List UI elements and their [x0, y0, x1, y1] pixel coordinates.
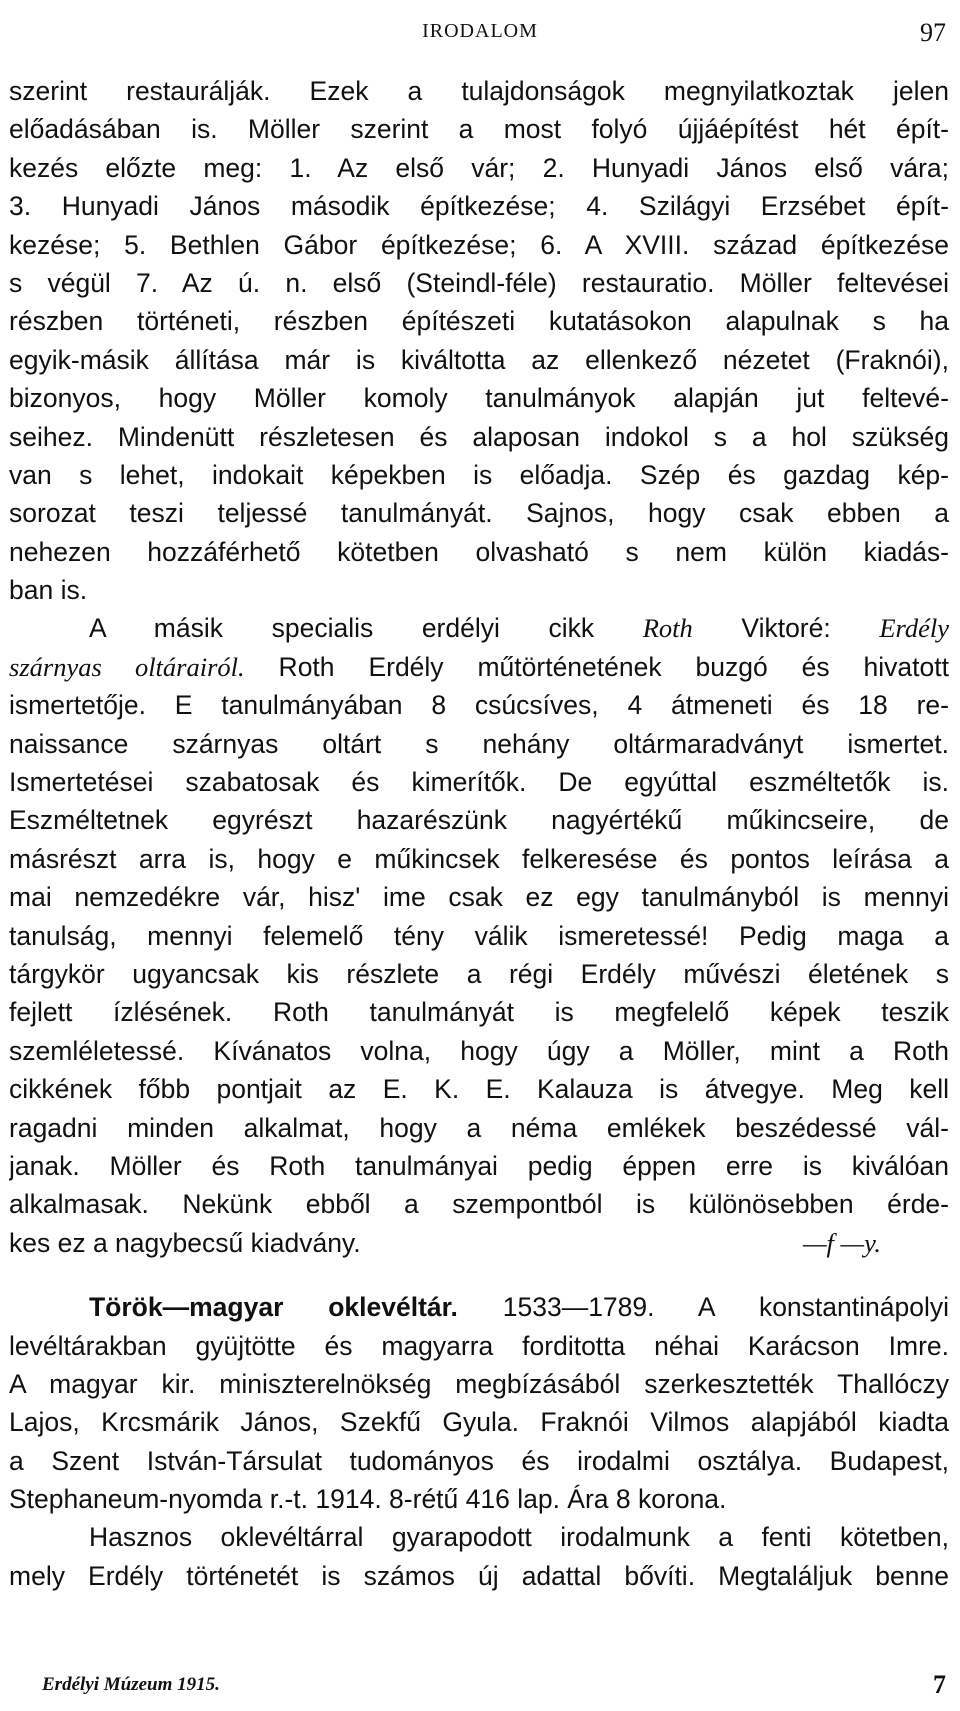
sheet-number: 7: [933, 1670, 946, 1699]
text-line: cikkének főbb pontjait az E. K. E. Kalauza is átvegye. Meg kell: [9, 1074, 949, 1105]
text-run: Roth Erdély műtörténetének buzgó és hivatott: [244, 651, 949, 682]
text-run: 1533—1789. A konstantinápolyi: [457, 1292, 949, 1323]
text-line: alkalmasak. Nekünk ebből a szempontból is különösebben érde-: [9, 1189, 949, 1220]
text-line: részben történeti, részben építészeti kutatásokon alapulnak s ha: [9, 306, 949, 337]
author-name: Roth: [642, 613, 693, 644]
text-line: [9, 648, 949, 686]
text-line: A magyar kir. miniszterelnökség megbízásából szerkesztették Thallóczy: [9, 1368, 949, 1399]
text-run: Viktoré:: [692, 613, 880, 644]
running-header: [0, 20, 960, 50]
text-line: mai nemzedékre vár, hisz' ime csak ez egy tanulmányból is mennyi: [9, 882, 949, 913]
text-line: Eszméltetnek egyrészt hazarészünk nagyértékű műkincseire, de: [9, 805, 949, 836]
text-line: szerint restaurálják. Ezek a tulajdonságok megnyilatkoztak jelen: [9, 76, 949, 106]
text-line: másrészt arra is, hogy e műkincsek felkeresése és pontos leírása a: [9, 843, 949, 874]
text-line: fejlett ízlésének. Roth tanulmányát is megfelelő képek teszik: [9, 997, 949, 1028]
text-line: Ismertetései szabatosak és kimerítők. De egyúttal eszméltetők is.: [9, 767, 949, 798]
text-line: Hasznos oklevéltárral gyarapodott irodalmunk a fenti kötetben,: [89, 1522, 949, 1553]
text-line: egyik-másik állítása már is kiváltotta az ellenkező nézetet (Fraknói),: [9, 344, 949, 375]
text-line: Lajos, Krcsmárik János, Szekfű Gyula. Fraknói Vilmos alapjából kiadta: [9, 1407, 949, 1438]
text-line: s végül 7. Az ú. n. első (Steindl-féle) restauratio. Möller feltevései: [9, 267, 949, 298]
text-line: előadásában is. Möller szerint a most folyó újjáépítést hét épít-: [9, 114, 949, 145]
text-line: 3. Hunyadi János második építkezése; 4. Szilágyi Erzsébet épít-: [9, 191, 949, 222]
section-title: IRODALOM: [422, 20, 538, 42]
review-title: Török—magyar oklevéltár.: [89, 1292, 458, 1323]
text-line: ragadni minden alkalmat, hogy a néma emlékek beszédessé vál-: [9, 1112, 949, 1143]
text-line: [9, 609, 949, 647]
text-line: mely Erdély történetét is számos új adattal bővíti. Megtaláljuk benne: [9, 1560, 949, 1591]
text-line: sorozat teszi teljessé tanulmányát. Sajnos, hogy csak ebben a: [9, 498, 949, 529]
text-line: [9, 1288, 949, 1326]
journal-imprint: Erdélyi Múzeum 1915.: [42, 1674, 220, 1695]
text-line: ismertetője. E tanulmányában 8 csúcsíves, 4 átmeneti és 18 re-: [9, 690, 949, 721]
text-line: tanulság, mennyi felemelő tény válik ismeretessé! Pedig maga a: [9, 920, 949, 951]
text-line: [9, 1224, 949, 1262]
text-line: a Szent István-Társulat tudományos és irodalmi osztálya. Budapest,: [9, 1445, 949, 1476]
text-line: seihez. Mindenütt részletesen és alaposan indokol s a hol szükség: [9, 421, 949, 452]
text-line: szemléletessé. Kívánatos volna, hogy úgy a Möller, mint a Roth: [9, 1035, 949, 1066]
text-line: ban is.: [9, 575, 88, 606]
text-line: bizonyos, hogy Möller komoly tanulmányok alapján jut feltevé-: [9, 383, 949, 414]
text-line: levéltárakban gyüjtötte és magyarra forditotta néhai Karácson Imre.: [9, 1330, 949, 1361]
article-title: szárnyas oltárairól.: [9, 651, 245, 682]
text-run: kes ez a nagybecsű kiadvány.: [9, 1227, 361, 1258]
text-run: A másik specialis erdélyi cikk: [89, 613, 643, 644]
article-title: Erdély: [879, 613, 949, 644]
body-text: [9, 72, 949, 1595]
text-line: nehezen hozzáférhető kötetben olvasható s nem külön kiadás-: [9, 536, 949, 567]
text-line: kezés előzte meg: 1. Az első vár; 2. Hunyadi János első vára;: [9, 152, 949, 183]
text-line: van s lehet, indokait képekben is előadja. Szép és gazdag kép-: [9, 459, 949, 490]
page-number: 97: [920, 18, 946, 47]
text-line: kezése; 5. Bethlen Gábor építkezése; 6. A XVIII. század építkezése: [9, 229, 949, 260]
text-line: janak. Möller és Roth tanulmányai pedig éppen erre is kiválóan: [9, 1150, 949, 1181]
page-footer: [42, 1670, 946, 1704]
text-line: tárgykör ugyancsak kis részlete a régi Erdély művészi életének s: [9, 958, 949, 989]
author-signature: —f —y.: [802, 1227, 881, 1258]
text-line: Stephaneum-nyomda r.-t. 1914. 8-rétű 416 lap. Ára 8 korona.: [9, 1484, 727, 1515]
text-line: naissance szárnyas oltárt s nehány oltármaradványt ismertet.: [9, 728, 949, 759]
